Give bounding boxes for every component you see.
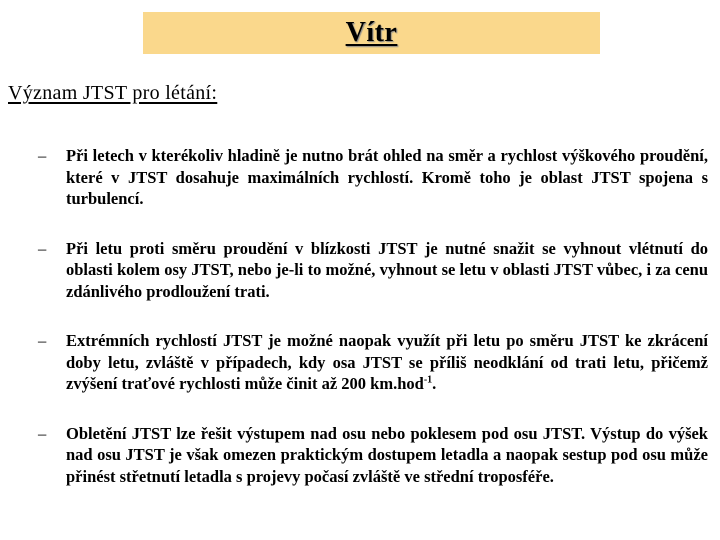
bullet-text: Obletění JTST lze řešit výstupem nad osu nebo poklesem pod osu JTST. Výstup do výšek nad osu JTST je však omezen praktickým dostupem letadla a naopak sestup pod osu může přinést střetnutí letadla s projevy počasí zvláště ve střední troposféře. [66,423,708,486]
list-item [38,238,708,303]
section-heading: Význam JTST pro létání: [8,82,218,104]
title-banner [143,12,600,54]
bullet-text: Při letu proti směru proudění v blízkosti JTST je nutné snažit se vyhnout vlétnutí do oblasti kolem osy JTST, nebo je-li to možné, vyhnout se letu v oblasti JTST vůbec, i za cenu zdánlivého prodloužení trati. [66,238,708,301]
bullet-tail: . [432,374,437,393]
bullet-text: Při letech v kterékoliv hladině je nutno brát ohled na směr a rychlost výškového proudění, které v JTST dosahuje maximálních rychlostí. Kromě toho je oblast JTST spojena s turbulencí. [66,146,708,208]
list-item [38,145,708,210]
bullet-text: Extrémních rychlostí JTST je možné naopak využít při letu po směru JTST ke zkrácení doby letu, zvláště v případech, kdy osa JTST se příliš neodklání od trati letu, přičemž zvýšení traťové rychlosti může činit až 200 km.hod [66,331,708,393]
bullet-list [38,145,708,515]
slide-title: Vítr [345,17,398,48]
bullet-dash: – [38,331,47,350]
bullet-superscript: -1 [423,374,433,386]
bullet-dash: – [38,423,47,443]
bullet-dash: – [38,238,47,258]
list-item [38,330,708,395]
list-item [38,423,708,488]
bullet-dash: – [38,146,47,165]
